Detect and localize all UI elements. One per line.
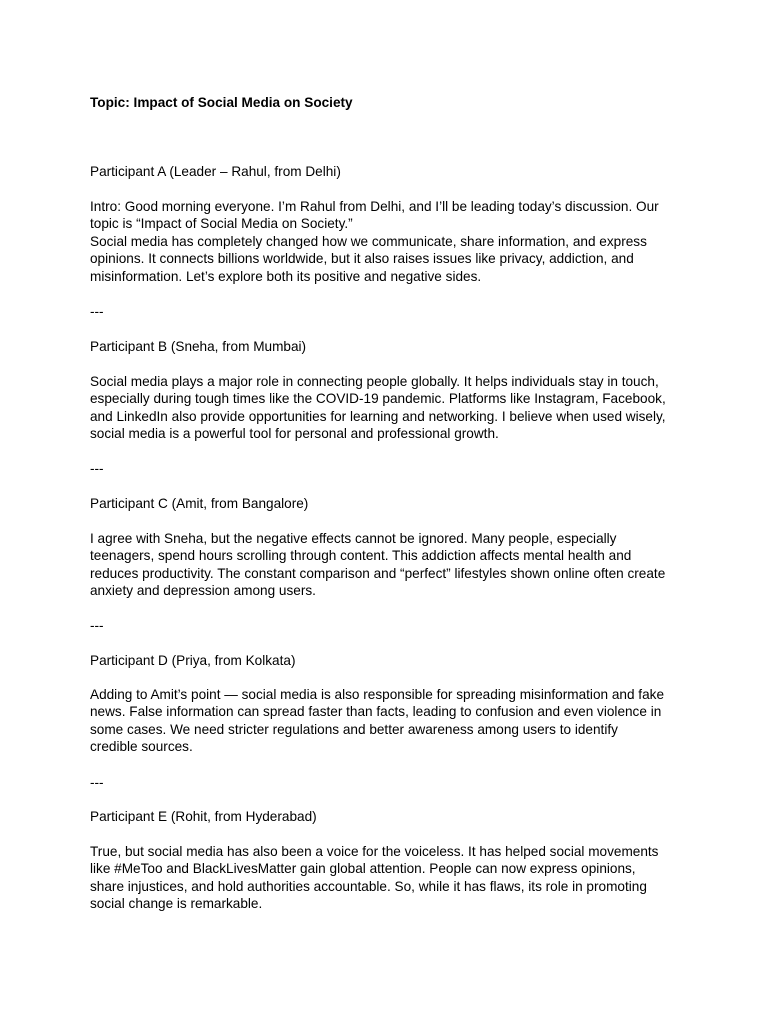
participant-e-heading: Participant E (Rohit, from Hyderabad)	[90, 809, 317, 824]
paragraph-line: opinions. It connects billions worldwide, but it also raises issues like privacy, addiction, and	[90, 251, 634, 267]
paragraph-line: share injustices, and hold authorities accountable. So, while it has flaws, its role in promoting	[90, 878, 647, 894]
paragraph-line: Social media has completely changed how we communicate, share information, and express	[90, 233, 647, 249]
paragraph-line: anxiety and depression among users.	[90, 583, 316, 599]
paragraph-line: some cases. We need stricter regulations and better awareness among users to identify	[90, 721, 618, 737]
section-separator: ---	[90, 461, 104, 476]
paragraph-line: teenagers, spend hours scrolling through content. This addiction affects mental health and	[90, 548, 632, 564]
participant-d-heading: Participant D (Priya, from Kolkata)	[90, 653, 296, 668]
paragraph-line: and LinkedIn also provide opportunities for learning and networking. I believe when used wisely,	[90, 408, 666, 424]
paragraph-line: social media is a powerful tool for personal and professional growth.	[90, 426, 499, 442]
participant-c-heading: Participant C (Amit, from Bangalore)	[90, 496, 309, 511]
paragraph-line: Intro: Good morning everyone. I’m Rahul from Delhi, and I’ll be leading today’s discussion. Our	[90, 199, 659, 214]
document-title: Topic: Impact of Social Media on Society	[90, 95, 353, 110]
section-separator: ---	[90, 775, 104, 790]
paragraph-line: reduces productivity. The constant comparison and “perfect” lifestyles shown online often create	[90, 565, 666, 581]
participant-b-paragraph	[90, 373, 690, 443]
paragraph-line: True, but social media has also been a voice for the voiceless. It has helped social movements	[90, 844, 659, 859]
paragraph-line: social change is remarkable.	[90, 896, 263, 912]
paragraph-line: credible sources.	[90, 739, 193, 755]
participant-e-paragraph	[90, 843, 690, 913]
participant-a-heading: Participant A (Leader – Rahul, from Delhi)	[90, 164, 341, 179]
participant-b-heading: Participant B (Sneha, from Mumbai)	[90, 339, 307, 354]
paragraph-line: I agree with Sneha, but the negative effects cannot be ignored. Many people, especially	[90, 531, 617, 546]
participant-d-paragraph	[90, 686, 690, 756]
participant-c-paragraph	[90, 530, 690, 600]
paragraph-line: Adding to Amit’s point — social media is also responsible for spreading misinformation and fake	[90, 687, 665, 702]
section-separator: ---	[90, 618, 104, 633]
paragraph-line: like #MeToo and BlackLivesMatter gain global attention. People can now express opinions,	[90, 861, 636, 877]
paragraph-line: news. False information can spread faster than facts, leading to confusion and even violence in	[90, 704, 662, 720]
participant-a-paragraph	[90, 198, 690, 285]
paragraph-line: topic is “Impact of Social Media on Society.”	[90, 216, 353, 232]
section-separator: ---	[90, 304, 104, 319]
paragraph-line: especially during tough times like the COVID-19 pandemic. Platforms like Instagram, Facebook,	[90, 391, 666, 407]
paragraph-line: Social media plays a major role in connecting people globally. It helps individuals stay in touch,	[90, 374, 659, 389]
paragraph-line: misinformation. Let’s explore both its positive and negative sides.	[90, 268, 482, 284]
